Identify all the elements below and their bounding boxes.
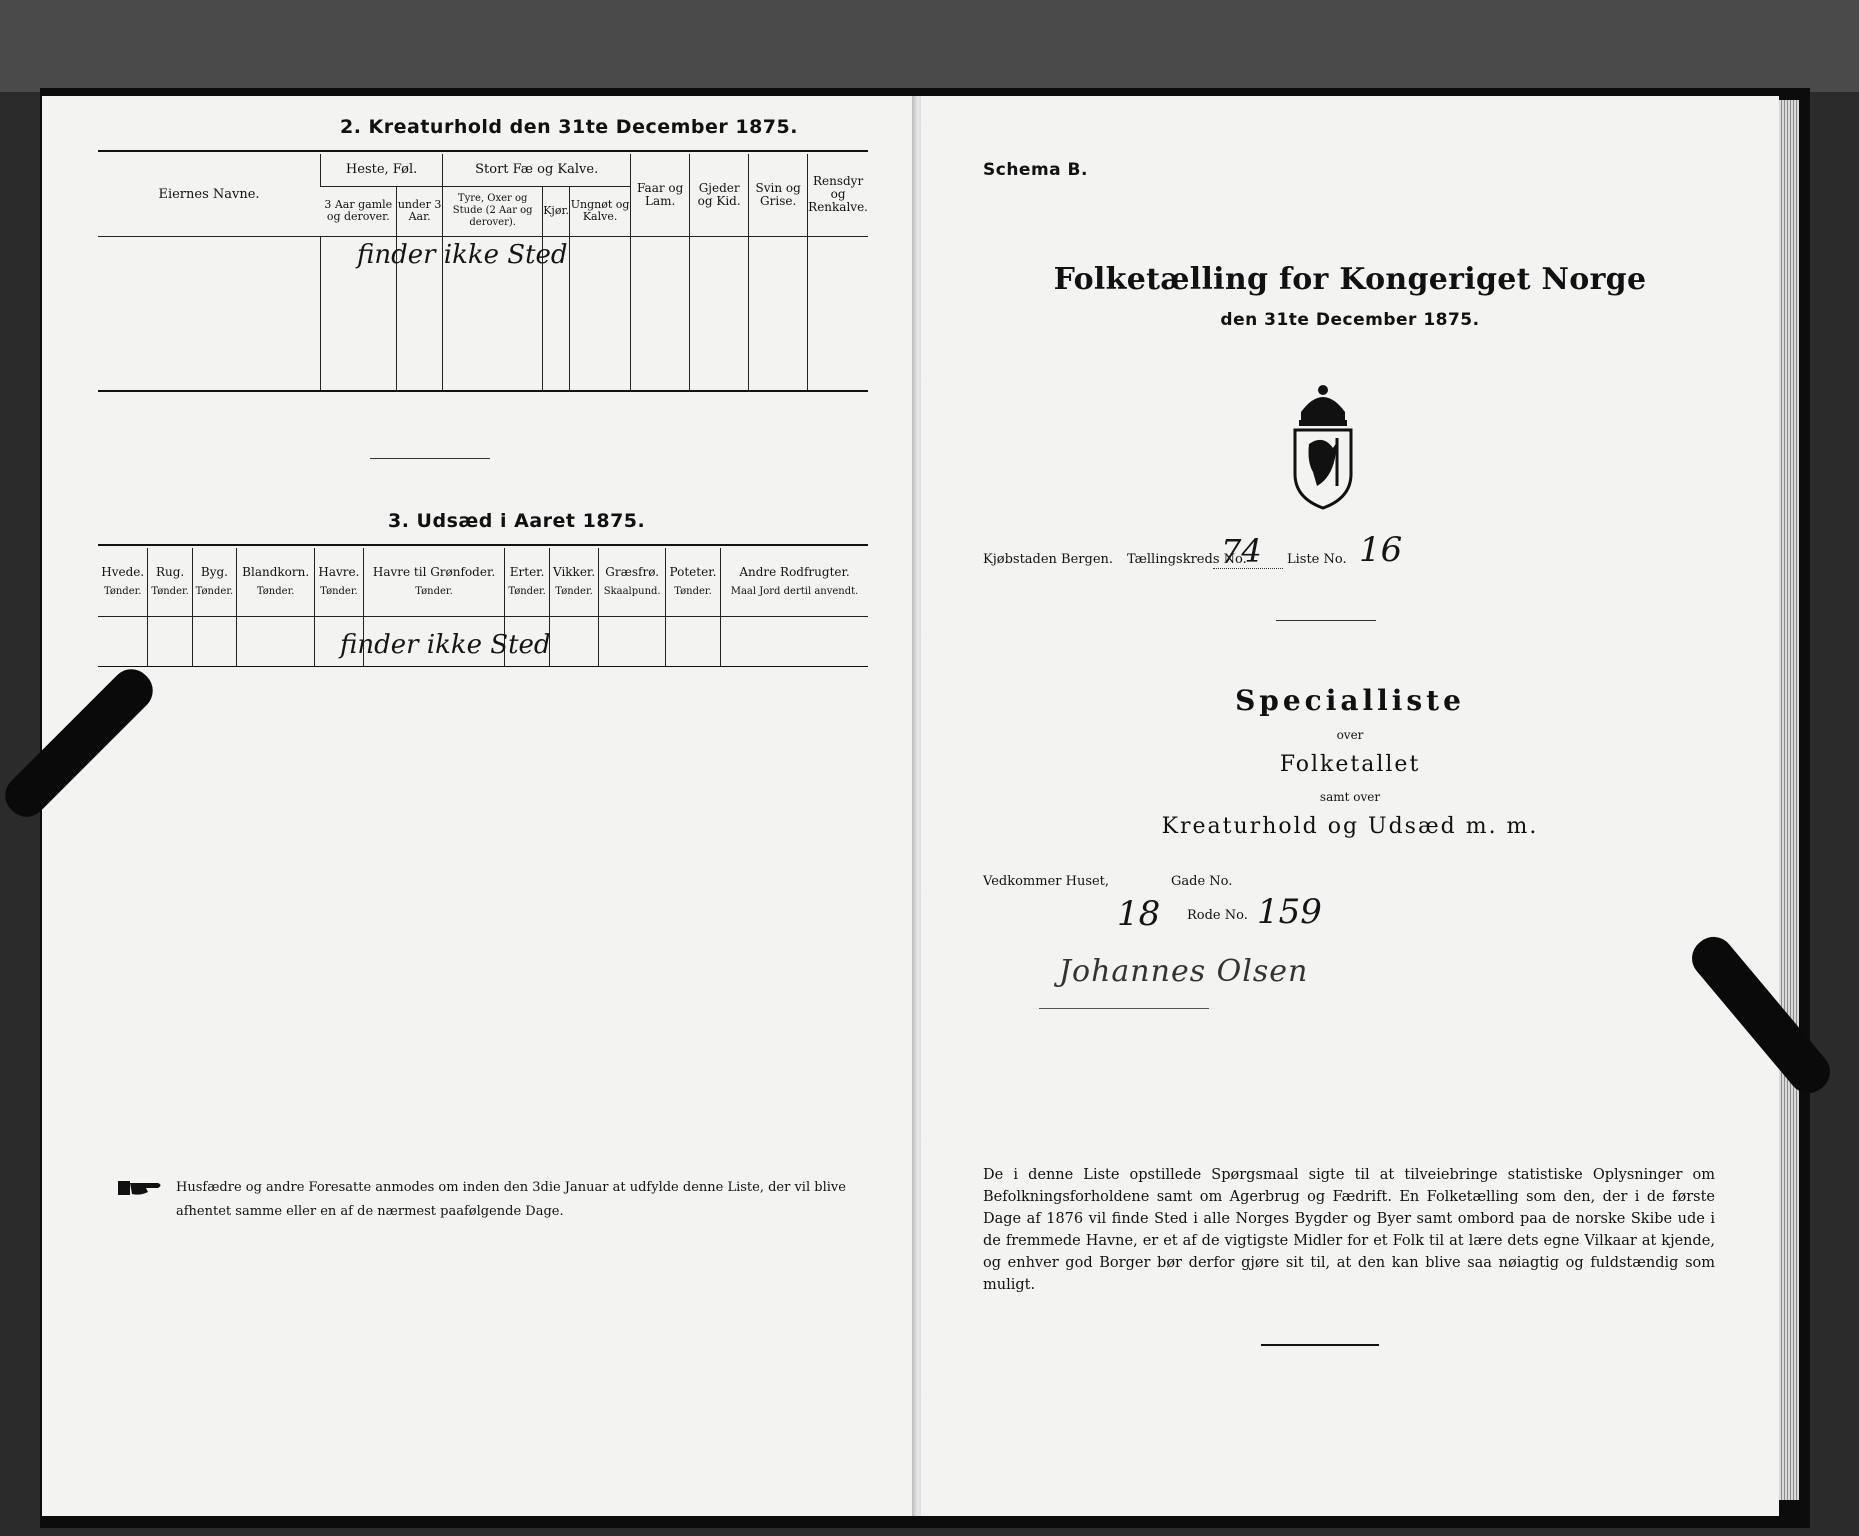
sowing-column-name: Vikker. [552, 564, 596, 579]
section2-top-rule [98, 150, 868, 152]
livestock-table [98, 154, 868, 390]
divider [1261, 1344, 1379, 1346]
bulls-header: Tyre, Oxer og Stude (2 Aar og derover). [443, 186, 543, 236]
sowing-column-header [148, 548, 192, 616]
sowing-column-header [505, 548, 549, 616]
sowing-cell [98, 616, 148, 666]
district-label: Tællingskreds No. [1127, 552, 1247, 567]
cattle-header: Stort Fæ og Kalve. [443, 154, 631, 186]
sheep-header: Faar og Lam. [631, 154, 690, 236]
section3-bottom-rule [98, 666, 868, 667]
sowing-column-unit: Tønder. [195, 585, 234, 597]
sowing-cell [599, 616, 666, 666]
sowing-column-unit: Tønder. [320, 585, 358, 597]
samt-over-text: samt over [1319, 790, 1381, 804]
subtitle-text: Kreaturhold og Udsæd m. m. [1161, 814, 1539, 839]
sowing-column-name: Byg. [200, 564, 228, 579]
special-list-title: Specialliste [1235, 684, 1465, 717]
list-label: Liste No. [1287, 552, 1347, 567]
sowing-column-header [192, 548, 236, 616]
sowing-column-name: Havre til Grønfoder. [372, 564, 496, 579]
sowing-column-unit: Maal Jord dertil anvendt. [730, 585, 859, 597]
sowing-column-header [721, 548, 868, 616]
sowing-column-name: Græsfrø. [605, 564, 660, 579]
owner-header: Eiernes Navne. [158, 187, 260, 203]
right-page [921, 96, 1779, 1516]
pointing-hand-icon [118, 1179, 164, 1197]
sowing-column-header [599, 548, 666, 616]
scan-background [0, 0, 1859, 92]
sowing-column-unit: Tønder. [151, 585, 189, 597]
divider [370, 458, 490, 459]
sowing-cell [549, 616, 599, 666]
sowing-cell [721, 616, 868, 666]
sowing-cell [665, 616, 720, 666]
sowing-column-name: Poteter. [669, 564, 717, 579]
rode-label: Rode No. [1187, 908, 1248, 923]
section3-title: 3. Udsæd i Aaret 1875. [388, 510, 646, 532]
sowing-column-header [237, 548, 315, 616]
rode-number: 159 [1257, 892, 1322, 932]
house-label: Vedkommer Huset, [983, 874, 1110, 889]
sowing-column-unit: Tønder. [256, 585, 295, 597]
list-number: 16 [1359, 530, 1403, 570]
sowing-column-header [315, 548, 363, 616]
schema-label: Schema B. [983, 160, 1088, 180]
sowing-column-name: Hvede. [101, 564, 145, 579]
section2-bottom-rule [98, 390, 868, 392]
census-title: Folketælling for Kongeriget Norge [1053, 262, 1647, 297]
sowing-column-unit: Tønder. [508, 585, 546, 597]
census-date: den 31te December 1875. [1220, 310, 1480, 330]
sowing-cell [237, 616, 315, 666]
over-text: over [1336, 728, 1364, 742]
sowing-entry: finder ikke Sted [340, 630, 551, 660]
sowing-column-header [363, 548, 505, 616]
sowing-column-unit: Skaalpund. [603, 585, 661, 597]
sowing-column-header [98, 548, 148, 616]
sowing-column-header [665, 548, 720, 616]
reindeer-header: Rensdyr og Renkalve. [808, 154, 868, 236]
horses-over3-header: 3 Aar gamle og derover. [324, 198, 393, 223]
pigs-header: Svin og Grise. [749, 154, 808, 236]
sowing-column-unit: Tønder. [555, 585, 593, 597]
section2-title: 2. Kreaturhold den 31te December 1875. [340, 116, 798, 138]
sowing-column-name: Erter. [509, 564, 545, 579]
sowing-cell [148, 616, 192, 666]
sowing-column-unit: Tønder. [103, 585, 142, 597]
divider [1276, 620, 1376, 621]
city-label: Kjøbstaden Bergen. [983, 552, 1114, 567]
cows-header: Kjør. [543, 186, 570, 236]
section3-top-rule [98, 544, 868, 546]
footer-note: De i denne Liste opstillede Spørgsmaal sigte til at tilveiebringe statistiske Oplysninger om Befolkningsforholdene samt om Agerbrug og Fædrift. En Folketælling som den, der i de første Dage af 1876 vil finde Sted i alle Norges Bygder og Byer samt ombord paa de norske Skibe ude i de fremmede Havne, er et af de vigtigste Midler for et Folk til at lære dets egne Vilkaar at kjende, og enhver god Borger bør derfor gjøre sit til, at den kan blive saa nøiagtig og fuldstændig som muligt. [983, 1167, 1715, 1293]
goats-header: Gjeder og Kid. [690, 154, 749, 236]
horses-header: Heste, Føl. [321, 154, 443, 186]
livestock-entry: finder ikke Sted [357, 240, 568, 270]
rode-prefix: 18 [1117, 894, 1161, 934]
norwegian-coat-of-arms-icon [1287, 382, 1359, 510]
sowing-column-name: Andre Rodfrugter. [739, 564, 850, 579]
sowing-cell [192, 616, 236, 666]
signature: Johannes Olsen [1059, 954, 1309, 989]
sowing-column-name: Rug. [155, 564, 185, 579]
page-edges [1779, 100, 1799, 1500]
sowing-column-unit: Tønder. [674, 585, 712, 597]
folketallet-text: Folketallet [1279, 752, 1421, 777]
footnote-text: Husfædre og andre Foresatte anmodes om inden den 3die Januar at udfylde denne Liste, der vil blive afhentet samme eller en af de nærmest paafølgende Dage. [176, 1180, 846, 1219]
left-page [42, 96, 917, 1516]
sowing-column-name: Havre. [318, 564, 360, 579]
district-number: 74 [1221, 532, 1262, 570]
owner-cell [98, 236, 321, 390]
sowing-column-header [549, 548, 599, 616]
street-label: Gade No. [1171, 874, 1233, 889]
young-cattle-header: Ungnøt og Kalve. [570, 186, 631, 236]
sowing-column-unit: Tønder. [415, 585, 453, 597]
horses-under3-header: under 3 Aar. [397, 186, 443, 236]
sowing-column-name: Blandkorn. [242, 564, 310, 579]
